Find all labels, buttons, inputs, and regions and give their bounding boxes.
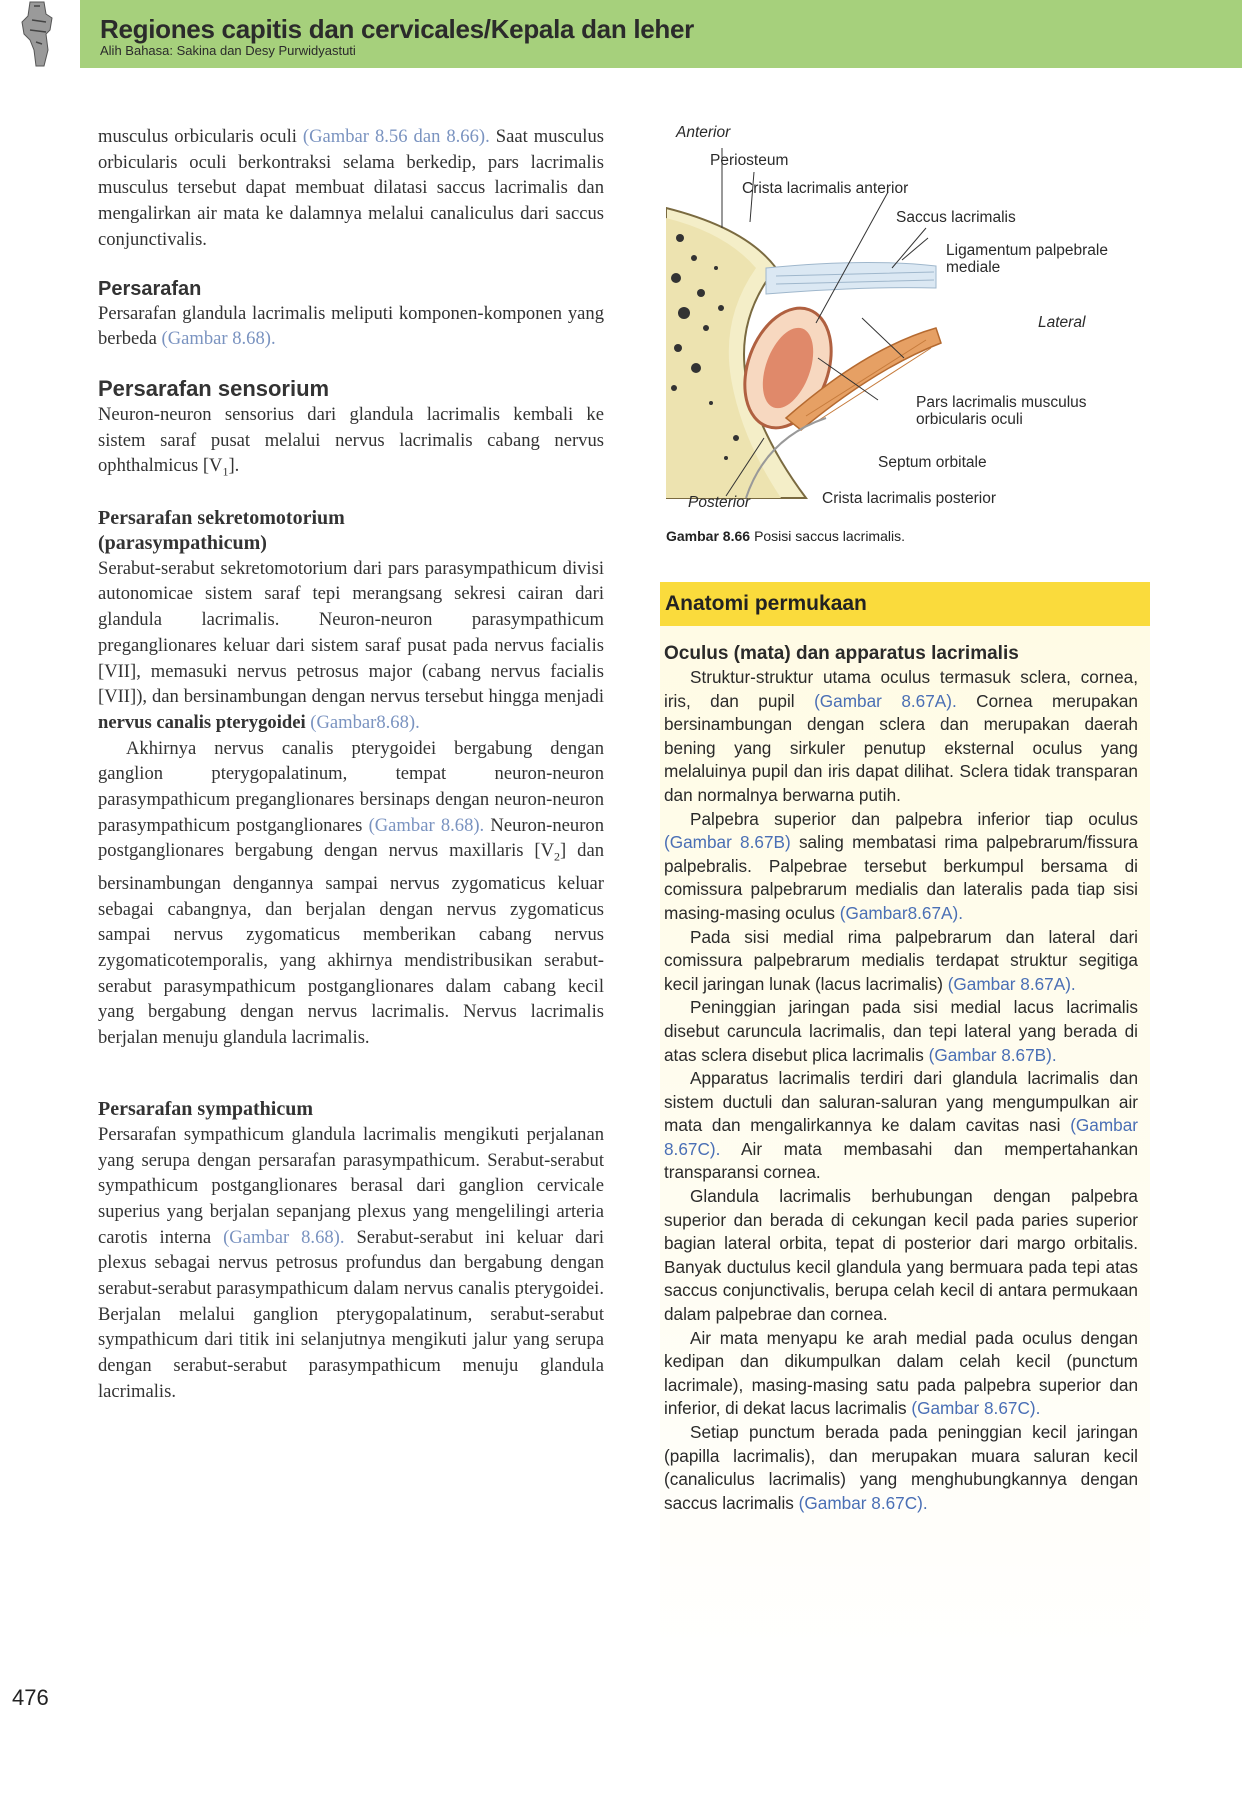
figure-reference[interactable]: (Gambar 8.68).	[161, 328, 276, 350]
section-heading-sympathicum: Persarafan sympathicum	[98, 1097, 313, 1120]
right-column	[664, 642, 1138, 1515]
label-crista-posterior: Crista lacrimalis posterior	[822, 490, 996, 507]
label-ligamentum: Ligamentum palpebrale mediale	[946, 242, 1108, 276]
figure-reference[interactable]: (Gambar 8.67B)	[664, 832, 791, 853]
paragraph: Apparatus lacrimalis terdiri dari glandula lacrimalis dan sistem ductuli dan saluran-saluran yang mengumpulkan air mata dan mengalirkannya ke dalam cavitas nasi (Gambar 8.67C). Air mata membasahi dan mempertahankan transparansi cornea.	[664, 1068, 1138, 1183]
section-heading-persarafan: Persarafan	[98, 277, 202, 300]
translator-credit: Alih Bahasa: Sakina dan Desy Purwidyastuti	[100, 43, 356, 58]
paragraph: Neuron-neuron sensorius dari glandula lacrimalis kembali ke sistem saraf pusat melalui nervus lacrimalis cabang nervus ophthalmicus $[V_1]$.	[98, 403, 604, 480]
figure-reference[interactable]: (Gambar 8.68).	[368, 814, 485, 836]
anatomy-illustration	[666, 118, 1136, 508]
figure-reference[interactable]: (Gambar 8.67A).	[814, 690, 957, 711]
label-periosteum: Periosteum	[710, 152, 789, 169]
subheading-oculus: Oculus (mata) dan apparatus lacrimalis	[664, 643, 1019, 664]
paragraph: Glandula lacrimalis berhubungan dengan palpebra superior dan berada di cekungan kecil pada paries superior bagian lateral orbita, tepat di posterior dari margo orbitalis. Banyak ductulus kecil glandula yang bermuara pada tepi atas saccus conjunctivalis, berupa celah kecil di antara permukaan dalam palpebrae dan cornea.	[664, 1186, 1138, 1325]
figure-reference[interactable]: (Gambar8.68).	[305, 711, 420, 733]
anatomy-figure-icon	[0, 0, 80, 68]
paragraph: Air mata menyapu ke arah medial pada oculus dengan kedipan dan dikumpulkan dalam celah kecil (punctum lacrimale), masing-masing satu pada palpebra superior dan inferior, di dekat lacus lacrimalis (Gambar 8.67C).	[664, 1327, 1138, 1419]
figure-reference[interactable]: (Gambar 8.67B).	[928, 1044, 1057, 1065]
page-number: 476	[12, 1685, 49, 1710]
figure-reference[interactable]: (Gambar 8.67C).	[911, 1398, 1041, 1419]
section-heading-sekretomotorium: Persarafan sekretomotorium (parasympathicum)	[98, 506, 345, 554]
figure-caption: Gambar 8.66 Posisi saccus lacrimalis.	[666, 528, 905, 544]
figure-reference[interactable]: (Gambar 8.67C).	[664, 1115, 1138, 1159]
figure-reference[interactable]: (Gambar 8.67A).	[947, 973, 1076, 994]
paragraph: Pada sisi medial rima palpebrarum dan lateral dari comissura palpebrarum medialis terdapat struktur segitiga kecil jaringan lunak (lacus lacrimalis) (Gambar 8.67A).	[664, 926, 1138, 994]
label-anterior: Anterior	[676, 124, 731, 141]
label-saccus: Saccus lacrimalis	[896, 209, 1016, 226]
figure-reference[interactable]: (Gambar 8.67C).	[798, 1492, 928, 1513]
left-column	[98, 124, 604, 1405]
section-heading-sensorium: Persarafan sensorium	[98, 375, 330, 401]
label-septum: Septum orbitale	[878, 454, 987, 471]
box-title: Anatomi permukaan	[660, 582, 1150, 626]
label-pars-lacrimalis: Pars lacrimalis musculus orbicularis oculi	[916, 394, 1087, 428]
paragraph: Struktur-struktur utama oculus termasuk sclera, cornea, iris, dan pupil (Gambar 8.67A). Cornea merupakan bersinambungan dengan sclera dan merupakan daerah bening yang sirkuler penutup eksternal oculus yang melaluinya pupil dan iris dapat dilihat. Sclera tidak transparan dan normalnya berwarna putih.	[664, 667, 1138, 805]
figure-reference[interactable]: (Gambar 8.56 dan 8.66).	[302, 126, 490, 147]
page-header	[0, 0, 1242, 70]
paragraph: Persarafan sympathicum glandula lacrimalis mengikuti perjalanan yang serupa dengan persarafan parasympathicum. Serabut-serabut sympathicum postganglionares berasal dari ganglion cervicale superius yang berjalan sepanjang plexus yang mengelilingi arteria carotis interna (Gambar 8.68). Serabut-serabut ini keluar dari plexus sebagai nervus petrosus profundus dan bergabung dengan serabut-serabut parasympathicum dalam nervus canalis pterygoidei. Berjalan melalui ganglion pterygopalatinum, serabut-serabut sympathicum dari titik ini selanjutnya mengikuti jalur yang serupa dengan serabut-serabut parasympathicum menuju glandula lacrimalis.	[98, 1123, 605, 1402]
label-posterior: Posterior	[688, 494, 751, 511]
paragraph: Peninggian jaringan pada sisi medial lacus lacrimalis disebut caruncula lacrimalis, dan tepi lateral yang berada di atas sclera disebut plica lacrimalis (Gambar 8.67B).	[664, 997, 1138, 1065]
paragraph: Setiap punctum berada pada peninggian kecil jaringan (papilla lacrimalis), dan merupakan muara saluran kecil (canaliculus lacrimalis) yang menghubungkannya dengan saccus lacrimalis (Gambar 8.67C).	[664, 1422, 1138, 1513]
label-crista-anterior: Crista lacrimalis anterior	[742, 180, 909, 197]
paragraph: Palpebra superior dan palpebra inferior tiap oculus (Gambar 8.67B) saling membatasi rima palpebrarum/fissura palpebralis. Palpebrae tersebut berkumpul bersama di comissura palpebrarum medialis dan lateralis pada tiap sisi masing-masing oculus (Gambar8.67A).	[664, 808, 1138, 923]
figure-saccus-lacrimalis	[666, 118, 1136, 511]
paragraph: musculus orbicularis oculi (Gambar 8.56 dan 8.66). Saat musculus orbicularis oculi berkontraksi selama berkedip, pars lacrimalis musculus tersebut dapat membuat dilatasi saccus lacrimalis dan mengalirkan air mata ke dalamnya melalui canaliculus dari saccus conjunctivalis.	[98, 126, 604, 250]
figure-reference[interactable]: (Gambar8.67A).	[839, 902, 964, 923]
paragraph: Persarafan glandula lacrimalis meliputi komponen-komponen yang berbeda (Gambar 8.68).	[98, 302, 604, 350]
figure-reference[interactable]: (Gambar 8.68).	[223, 1226, 345, 1248]
chapter-title: Regiones capitis dan cervicales/Kepala dan leher	[100, 14, 694, 44]
paragraph: Serabut-serabut sekretomotorium dari pars parasympathicum divisi autonomicae sistem saraf tepi merangsang sekresi cairan dari glandula lacrimalis. Neuron-neuron parasympathicum preganglionares keluar dari sistem saraf pusat pada nervus facialis [VII], memasuki nervus petrosus major (cabang nervus facialis [VII]), dan bersinambungan dengan nervus tersebut hingga menjadi nervus canalis pterygoidei (Gambar8.68).	[98, 557, 604, 733]
label-lateral: Lateral	[1038, 314, 1086, 331]
paragraph: Akhirnya nervus canalis pterygoidei bergabung dengan ganglion pterygopalatinum, tempat neuron-neuron parasympathicum preganglionares bersinaps dengan neuron-neuron parasympathicum postganglionares (Gambar 8.68). Neuron-neuron postganglionares bergabung dengan nervus maxillaris $[V_2]$ dan bersinambungan dengannya sampai nervus zygomaticus keluar sebagai cabangnya, dan berjalan dengan nervus zygomaticus sampai nervus zygomaticus memberikan cabang nervus zygomaticotemporalis, yang akhirnya mendistribusikan serabut-serabut parasympathicum postganglionares dalam cabang kecil yang bergabung dengan nervus lacrimalis. Nervus lacrimalis berjalan menuju glandula lacrimalis.	[98, 737, 604, 1049]
